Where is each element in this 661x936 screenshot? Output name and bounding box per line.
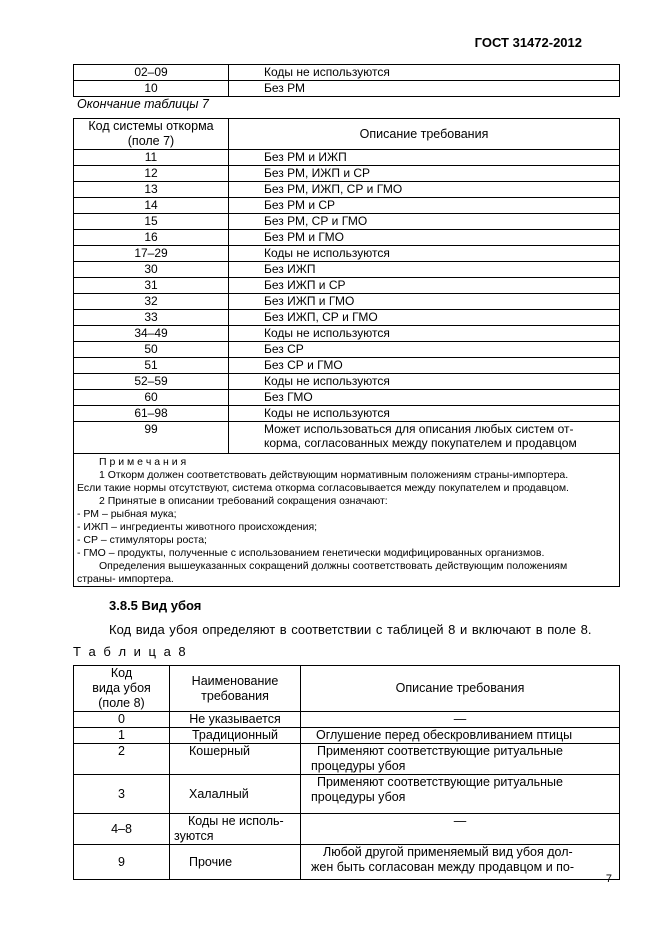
desc-line: процедуры убоя xyxy=(311,759,406,773)
header-line: (поле 8) xyxy=(98,696,145,710)
table-row xyxy=(74,422,620,454)
table-header-row xyxy=(74,666,620,712)
table-row xyxy=(74,294,620,310)
code-cell: 14 xyxy=(74,198,229,214)
table-row xyxy=(74,374,620,390)
code-cell: 4–8 xyxy=(74,814,170,845)
table-row xyxy=(74,246,620,262)
note-1-continuation: Если такие нормы отсутствуют, система откорма согласовывается между покупателем и продавцом. xyxy=(77,482,569,494)
table-row xyxy=(74,744,620,775)
abbr-sr: - СР – стимуляторы роста; xyxy=(77,534,207,546)
desc-cell: Коды не используются xyxy=(229,246,620,262)
desc-cell xyxy=(301,744,620,775)
code-cell: 1 xyxy=(74,728,170,744)
table-header-row xyxy=(74,119,620,150)
notes-title: П р и м е ч а н и я xyxy=(99,456,187,468)
table-row xyxy=(74,310,620,326)
table-7-continuation xyxy=(73,64,620,97)
table-row xyxy=(74,81,620,97)
header-line: вида убоя xyxy=(92,681,151,695)
desc-cell: — xyxy=(301,712,620,728)
notes-cell xyxy=(74,454,620,587)
table-row xyxy=(74,262,620,278)
column-header-code xyxy=(74,666,170,712)
document-header: ГОСТ 31472-2012 xyxy=(474,35,582,50)
desc-cell xyxy=(301,775,620,814)
table-row xyxy=(74,406,620,422)
desc-cell: Оглушение перед обескровливанием птицы xyxy=(301,728,620,744)
desc-cell: Без ИЖП xyxy=(229,262,620,278)
table-row xyxy=(74,712,620,728)
desc-line: Применяют соответствующие ритуальные xyxy=(317,744,563,758)
desc-cell xyxy=(229,422,620,454)
desc-cell: — xyxy=(301,814,620,845)
code-cell: 31 xyxy=(74,278,229,294)
code-cell: 11 xyxy=(74,150,229,166)
abbr-izhp: - ИЖП – ингредиенты животного происхождения; xyxy=(77,521,318,533)
definitions-note-continuation: страны- импортера. xyxy=(77,573,174,585)
table-row xyxy=(74,728,620,744)
desc-line: корма, согласованных между покупателем и продавцом xyxy=(264,436,577,450)
table-row xyxy=(74,342,620,358)
code-cell: 2 xyxy=(74,744,170,775)
table-row xyxy=(74,326,620,342)
name-cell: Не указывается xyxy=(170,712,301,728)
notes-row xyxy=(74,454,620,587)
name-line: зуются xyxy=(174,829,214,843)
abbr-gmo: - ГМО – продукты, полученные с использованием генетически модифицированных организмов. xyxy=(77,547,545,559)
table-row xyxy=(74,814,620,845)
code-cell: 60 xyxy=(74,390,229,406)
desc-cell: Без РМ xyxy=(229,81,620,97)
desc-line: Применяют соответствующие ритуальные xyxy=(317,775,563,789)
name-cell: Халалный xyxy=(170,775,301,814)
desc-cell: Без СР xyxy=(229,342,620,358)
table-row xyxy=(74,230,620,246)
table-row xyxy=(74,182,620,198)
desc-cell: Коды не используются xyxy=(229,326,620,342)
table-8-caption: Т а б л и ц а 8 xyxy=(73,644,188,659)
column-header-description: Описание требования xyxy=(229,119,620,150)
desc-cell: Без РМ и СР xyxy=(229,198,620,214)
page-number: 7 xyxy=(605,873,612,885)
code-cell: 16 xyxy=(74,230,229,246)
desc-cell: Без ИЖП и СР xyxy=(229,278,620,294)
table-row xyxy=(74,166,620,182)
note-2: 2 Принятые в описании требований сокращения означают: xyxy=(99,495,388,507)
desc-cell: Коды не используются xyxy=(229,406,620,422)
table-row xyxy=(74,390,620,406)
code-cell: 51 xyxy=(74,358,229,374)
desc-line: Любой другой применяемый вид убоя дол- xyxy=(323,845,573,859)
abbr-rm: - РМ – рыбная мука; xyxy=(77,508,177,520)
desc-cell: Без ИЖП и ГМО xyxy=(229,294,620,310)
desc-cell: Без СР и ГМО xyxy=(229,358,620,374)
code-cell: 02–09 xyxy=(74,65,229,81)
desc-cell: Коды не используются xyxy=(229,65,620,81)
code-cell: 0 xyxy=(74,712,170,728)
name-cell: Кошерный xyxy=(170,744,301,775)
header-line: требования xyxy=(201,688,269,703)
desc-line: Может использоваться для описания любых систем от- xyxy=(264,422,574,436)
table-row xyxy=(74,198,620,214)
desc-line: жен быть согласован между продавцом и по- xyxy=(311,860,575,874)
name-cell xyxy=(170,814,301,845)
name-cell: Прочие xyxy=(170,845,301,880)
code-cell: 12 xyxy=(74,166,229,182)
name-line: Коды не исполь- xyxy=(188,814,284,828)
column-header-name xyxy=(170,666,301,712)
code-cell: 34–49 xyxy=(74,326,229,342)
table-7-caption: Окончание таблицы 7 xyxy=(77,97,209,111)
column-header-code: Код системы откорма (поле 7) xyxy=(74,119,229,150)
code-cell: 10 xyxy=(74,81,229,97)
header-line: Код xyxy=(110,666,133,680)
desc-cell: Без РМ и ИЖП xyxy=(229,150,620,166)
table-row xyxy=(74,150,620,166)
desc-cell: Коды не используются xyxy=(229,374,620,390)
name-cell: Традиционный xyxy=(170,728,301,744)
code-cell: 52–59 xyxy=(74,374,229,390)
code-cell: 13 xyxy=(74,182,229,198)
code-cell: 32 xyxy=(74,294,229,310)
code-cell: 50 xyxy=(74,342,229,358)
table-8 xyxy=(73,665,620,880)
code-cell: 3 xyxy=(74,775,170,814)
code-cell: 17–29 xyxy=(74,246,229,262)
code-cell: 99 xyxy=(74,422,229,454)
table-row xyxy=(74,214,620,230)
table-7 xyxy=(73,118,620,587)
code-cell: 30 xyxy=(74,262,229,278)
section-paragraph: Код вида убоя определяют в соответствии с таблицей 8 и включают в поле 8. xyxy=(109,622,592,637)
header-line: Наименование xyxy=(191,673,279,688)
desc-cell: Без ИЖП, СР и ГМО xyxy=(229,310,620,326)
table-row xyxy=(74,775,620,814)
desc-cell: Без РМ, ИЖП и СР xyxy=(229,166,620,182)
desc-cell: Без РМ и ГМО xyxy=(229,230,620,246)
desc-line: процедуры убоя xyxy=(311,790,406,804)
code-cell: 9 xyxy=(74,845,170,880)
desc-cell: Без ГМО xyxy=(229,390,620,406)
code-cell: 33 xyxy=(74,310,229,326)
table-row xyxy=(74,278,620,294)
desc-cell: Без РМ, ИЖП, СР и ГМО xyxy=(229,182,620,198)
column-header-description: Описание требования xyxy=(301,666,620,712)
section-heading: 3.8.5 Вид убоя xyxy=(109,598,202,613)
note-1: 1 Откорм должен соответствовать действующим нормативным положениям страны-импортера. xyxy=(99,469,569,481)
code-cell: 61–98 xyxy=(74,406,229,422)
definitions-note: Определения вышеуказанных сокращений должны соответствовать действующим положениям xyxy=(99,560,568,572)
table-row xyxy=(74,65,620,81)
table-row xyxy=(74,358,620,374)
code-cell: 15 xyxy=(74,214,229,230)
desc-cell: Без РМ, СР и ГМО xyxy=(229,214,620,230)
